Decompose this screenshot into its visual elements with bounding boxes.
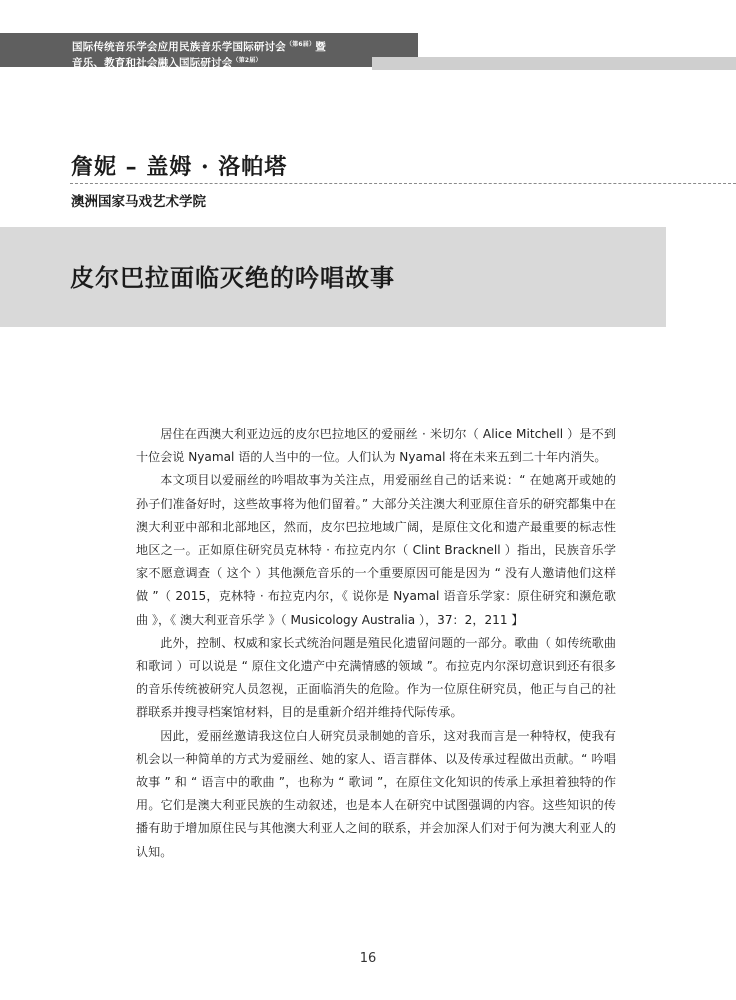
paragraph: 本文项目以爱丽丝的吟唱故事为关注点，用爱丽丝自己的话来说：“ 在她离开或她的孙子们准备好时，这些故事将为他们留着。” 大部分关注澳大利亚原住音乐的研究都集中在澳大利亚中部和北部地区，然而，皮尔巴拉地域广阔，是原住文化和遗产最重要的标志性地区之一。正如原住研究员克林特 · 布拉克内尔（ Clint Bracknell ）指出，民族音乐学家不愿意调查（ 这个 ）其他濒危音乐的一个重要原因可能是因为 “ 没有人邀请他们这样做 ”（ 2015，克林特 · 布拉克内尔，《 说你是 Nyamal 语音乐学家：原住研究和濒危歌曲 》，《 澳大利亚音乐学 》（ Musicology Australia ），37：2，211 】 [136,473,616,627]
running-header-line-1 [72,38,326,54]
header-line1-edition: （第6届） [286,41,316,48]
paragraph: 居住在西澳大利亚边远的皮尔巴拉地区的爱丽丝 · 米切尔（ Alice Mitchell ）是不到十位会说 Nyamal 语的人当中的一位。人们认为 Nyamal 将在未来五到二十年内消失。 [136,427,616,465]
author-divider [70,183,736,184]
author-institution: 澳洲国家马戏艺术学院 [71,194,206,210]
paragraph: 因此，爱丽丝邀请我这位白人研究员录制她的音乐，这对我而言是一种特权，使我有机会以一种简单的方式为爱丽丝、她的家人、语言群体、以及传承过程做出贡献。“ 吟唱故事 ” 和 “ 语言中的歌曲 ”，也称为 “ 歌词 ”，在原住文化知识的传承上承担着独特的作用。它们是澳大利亚民族的生动叙述，也是本人在研究中试图强调的内容。这些知识的传播有助于增加原住民与其他澳大利亚人之间的联系，并会加深人们对于何为澳大利亚人的认知。 [136,728,616,859]
running-header-line-2 [72,54,326,70]
article-body [136,423,616,864]
article-title: 皮尔巴拉面临灭绝的吟唱故事 [70,263,395,292]
page-number: 16 [359,951,377,966]
header-line1-suffix: 暨 [315,41,326,53]
header-line2-edition: （第2届） [232,57,262,64]
header-line1-text: 国际传统音乐学会应用民族音乐学国际研讨会 [72,41,286,53]
running-header [72,38,326,70]
header-line2-text: 音乐、教育和社会融入国际研讨会 [72,57,233,69]
paragraph: 此外，控制、权威和家长式统治问题是殖民化遗留问题的一部分。歌曲（ 如传统歌曲和歌词 ）可以说是 “ 原住文化遗产中充满情感的领域 ”。布拉克内尔深切意识到还有很多的音乐传统被研究人员忽视，正面临消失的危险。作为一位原住研究员，他正与自己的社群联系并搜寻档案馆材料，目的是重新介绍并维持代际传承。 [136,635,616,720]
author-name: 詹妮 – 盖姆 · 洛帕塔 [71,154,288,180]
header-band-light [372,57,736,70]
